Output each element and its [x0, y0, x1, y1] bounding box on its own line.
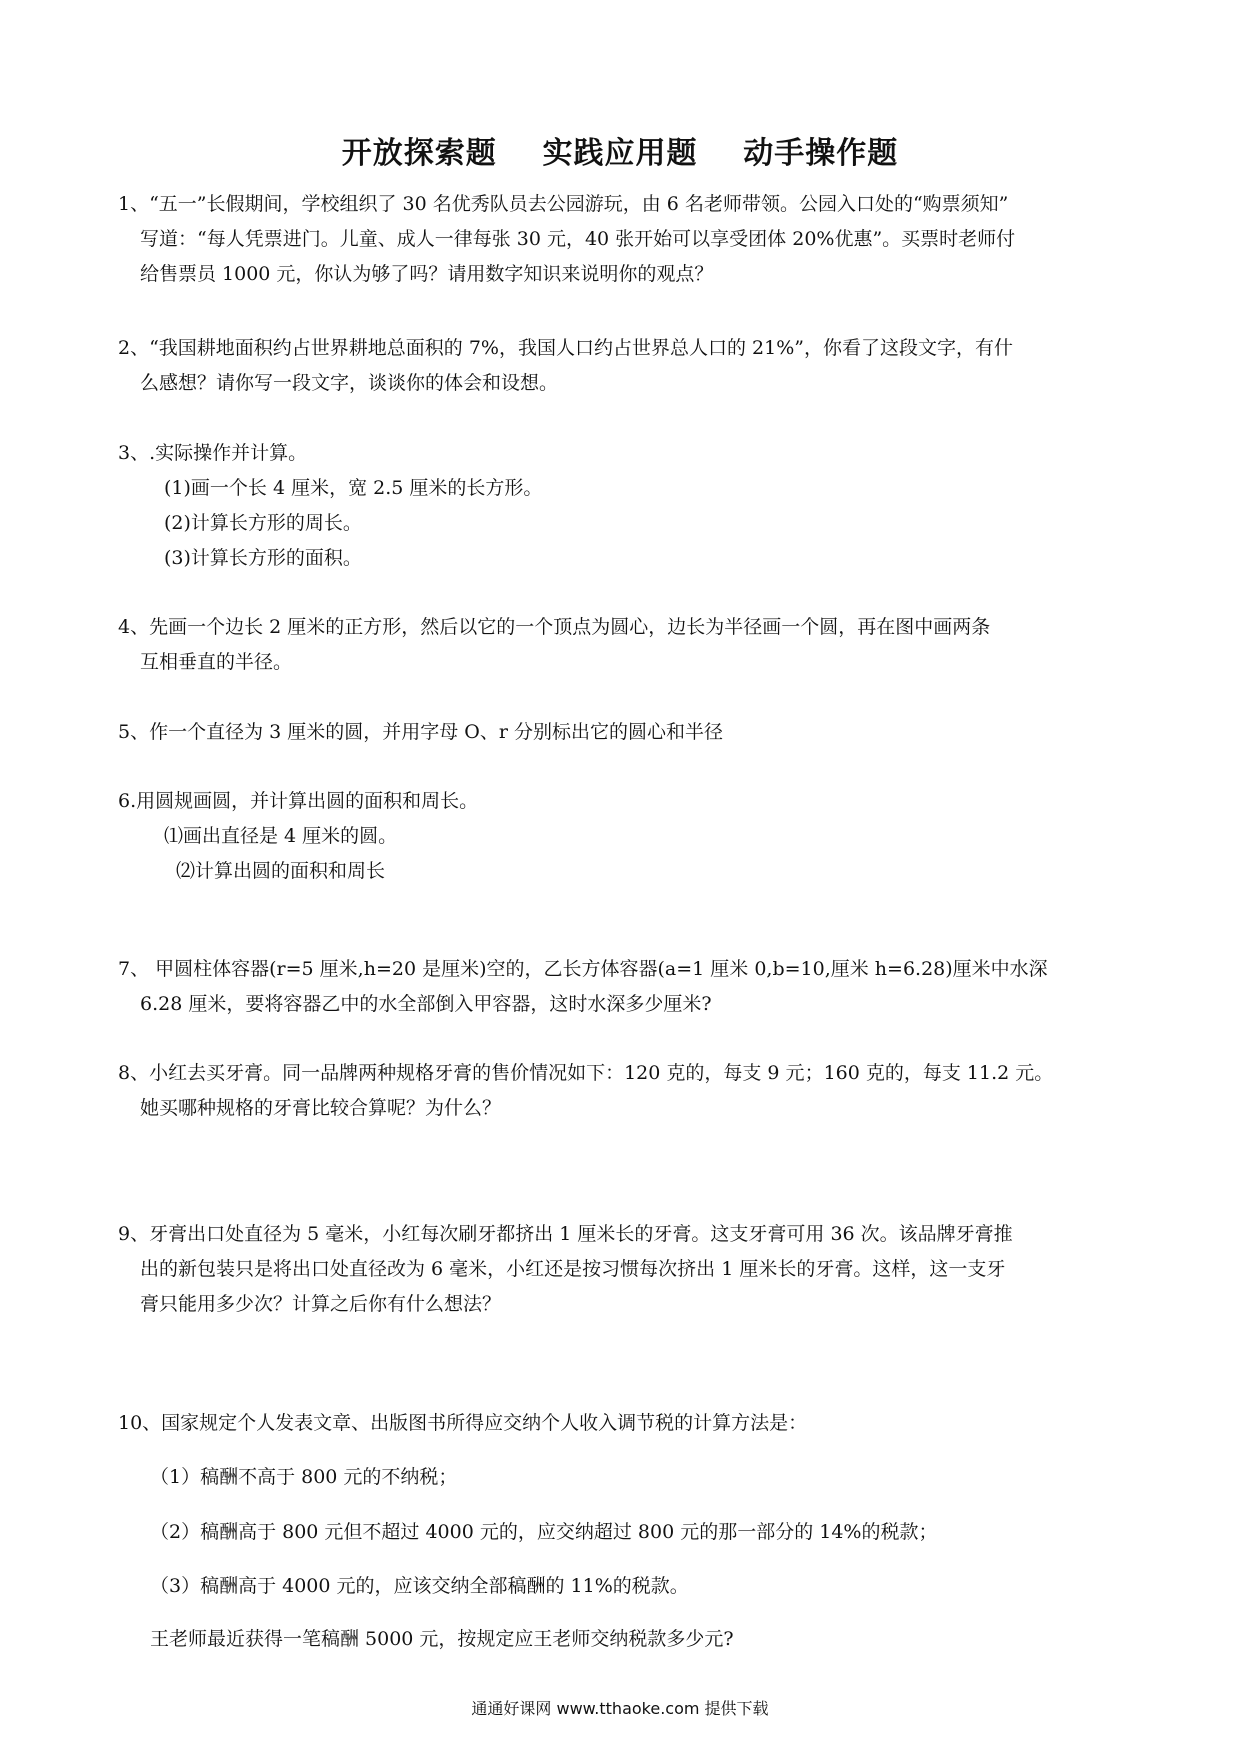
question-6-line-1: 6.用圆规画圆，并计算出圆的面积和周长。	[118, 790, 479, 812]
question-2-line-1: 2、“我国耕地面积约占世界耕地总面积的 7%，我国人口约占世界总人口的 21%”，你看了这段文字，有什	[118, 337, 1013, 359]
question-3-sub-1: (1)画一个长 4 厘米，宽 2.5 厘米的长方形。	[164, 477, 543, 499]
question-5-line-1: 5、作一个直径为 3 厘米的圆，并用字母 O、r 分别标出它的圆心和半径	[118, 721, 723, 743]
question-4-line-1: 4、先画一个边长 2 厘米的正方形，然后以它的一个顶点为圆心，边长为半径画一个圆，再在图中画两条	[118, 616, 991, 638]
question-3-sub-3: (3)计算长方形的面积。	[164, 547, 362, 569]
question-3-line-1: 3、.实际操作并计算。	[118, 442, 308, 464]
question-9-line-1: 9、牙膏出口处直径为 5 毫米，小红每次刷牙都挤出 1 厘米长的牙膏。这支牙膏可用 36 次。该品牌牙膏推	[118, 1223, 1013, 1245]
question-6-sub-1: ⑴画出直径是 4 厘米的圆。	[164, 825, 398, 847]
question-6-sub-2: ⑵计算出圆的面积和周长	[176, 860, 386, 882]
question-10-question: 王老师最近获得一笔稿酬 5000 元，按规定应王老师交纳税款多少元?	[150, 1628, 734, 1650]
question-8-line-2: 她买哪种规格的牙膏比较合算呢？为什么？	[140, 1097, 502, 1119]
question-1-line-1: 1、“五一”长假期间，学校组织了 30 名优秀队员去公园游玩，由 6 名老师带领。公园入口处的“购票须知”	[118, 193, 1009, 215]
question-10-sub-3: （3）稿酬高于 4000 元的，应该交纳全部稿酬的 11%的税款。	[150, 1575, 689, 1597]
question-10-sub-1: （1）稿酬不高于 800 元的不纳税；	[150, 1466, 458, 1488]
question-7-line-2: 6.28 厘米，要将容器乙中的水全部倒入甲容器，这时水深多少厘米?	[140, 993, 712, 1015]
question-9-line-3: 膏只能用多少次？计算之后你有什么想法？	[140, 1293, 502, 1315]
question-1-line-2: 写道：“每人凭票进门。儿童、成人一律每张 30 元，40 张开始可以享受团体 20%优惠”。买票时老师付	[140, 228, 1016, 250]
footer-credit: 通通好课网 www.tthaoke.com 提供下载	[471, 1699, 769, 1718]
question-7-line-1: 7、 甲圆柱体容器(r=5 厘米,h=20 是厘米)空的，乙长方体容器(a=1 厘米 0,b=10,厘米 h=6.28)厘米中水深	[118, 958, 1048, 980]
question-10-line-1: 10、国家规定个人发表文章、出版图书所得应交纳个人收入调节税的计算方法是：	[118, 1412, 808, 1434]
question-2-line-2: 么感想？请你写一段文字，谈谈你的体会和设想。	[140, 372, 559, 394]
page-title: 开放探索题 实践应用题 动手操作题	[341, 136, 899, 171]
question-4-line-2: 互相垂直的半径。	[140, 651, 293, 673]
question-10-sub-2: （2）稿酬高于 800 元但不超过 4000 元的，应交纳超过 800 元的那一部分的 14%的税款；	[150, 1521, 938, 1543]
question-3-sub-2: (2)计算长方形的周长。	[164, 512, 362, 534]
question-8-line-1: 8、小红去买牙膏。同一品牌两种规格牙膏的售价情况如下：120 克的，每支 9 元；160 克的，每支 11.2 元。	[118, 1062, 1054, 1084]
question-9-line-2: 出的新包装只是将出口处直径改为 6 毫米，小红还是按习惯每次挤出 1 厘米长的牙膏。这样，这一支牙	[140, 1258, 1006, 1280]
question-1-line-3: 给售票员 1000 元，你认为够了吗？请用数字知识来说明你的观点？	[140, 263, 714, 285]
